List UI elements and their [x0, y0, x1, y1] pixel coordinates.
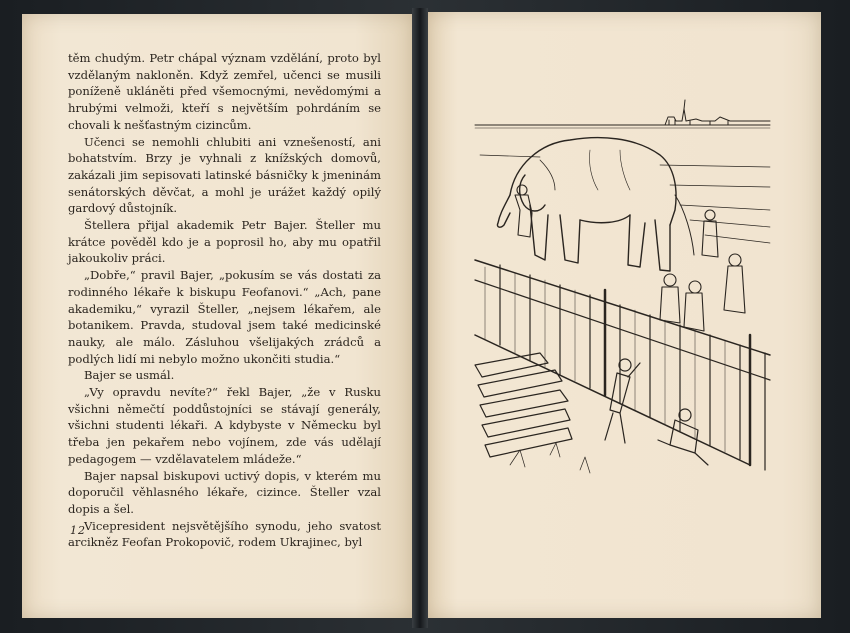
- spectators: [660, 210, 745, 331]
- elephant: [497, 138, 694, 271]
- rider: [515, 185, 532, 237]
- elephant-illustration: [470, 95, 780, 480]
- paragraph: „Vy opravdu nevíte?“ řekl Bajer, „že v Rusku všichni němečtí poddůstojníci se stávají generály, všichni studenti lékaři. A kdybyste v Německu byl třeba jen pekařem nebo vojínem, zde vás udělají pedagogem — vzdělavatelem mládeže.“: [68, 385, 381, 466]
- paragraph: Bajer se usmál.: [84, 368, 175, 383]
- water: [480, 155, 770, 243]
- paragraph: Štellera přijal akademik Petr Bajer. Šteller mu krátce pověděl kdo je a poprosil ho, aby mu opatřil jakoukoliv práci.: [68, 218, 381, 266]
- body-text: [68, 50, 381, 551]
- paragraph: Učenci se nemohli chlubiti ani vznešeností, ani bohatstvím. Brzy je vyhnali z knížských domovů, zakázali jim sepisovati latinské básničky k jmeninám senátorských děvčat, a mohl je urážet každý opilý gardový důstojník.: [68, 134, 381, 216]
- paragraph: „Dobře,“ pravil Bajer, „pokusím se vás dostati za rodinného lékaře k biskupu Feofanovi.“ „Ach, pane akademiku,“ vyrazil Šteller, „nejsem lékařem, ale botanikem. Pravda, studoval jsem také medicinské nauky, ale málo. Zásluhou všelijakých zrádců a podlých lidí mi nebylo možno ukončiti studia.“: [68, 268, 381, 366]
- distant-city: [475, 100, 770, 128]
- paragraph: Bajer napsal biskupovi uctivý dopis, v kterém mu doporučil věhlasného lékaře, cizince. Šteller vzal dopis a šel.: [68, 468, 381, 516]
- ground: [510, 443, 590, 473]
- page-number: 12: [70, 524, 86, 537]
- paragraph: Vicepresident nejsvětějšího synodu, jeho svatost arcikněz Feofan Prokopovič, rodem Ukrajinec, byl: [68, 518, 381, 550]
- book-spine-gutter: [412, 8, 428, 628]
- paragraph: těm chudým. Petr chápal význam vzdělání, proto byl vzdělaným nakloněn. Když zemřel, učenci se musili poníženě ukláněti před všemocnými, nevědomými a hrubými velmoži, kteří s největším pohrdáním se chovali k nešťastným cizincům.: [68, 51, 381, 132]
- log-pile: [475, 353, 572, 457]
